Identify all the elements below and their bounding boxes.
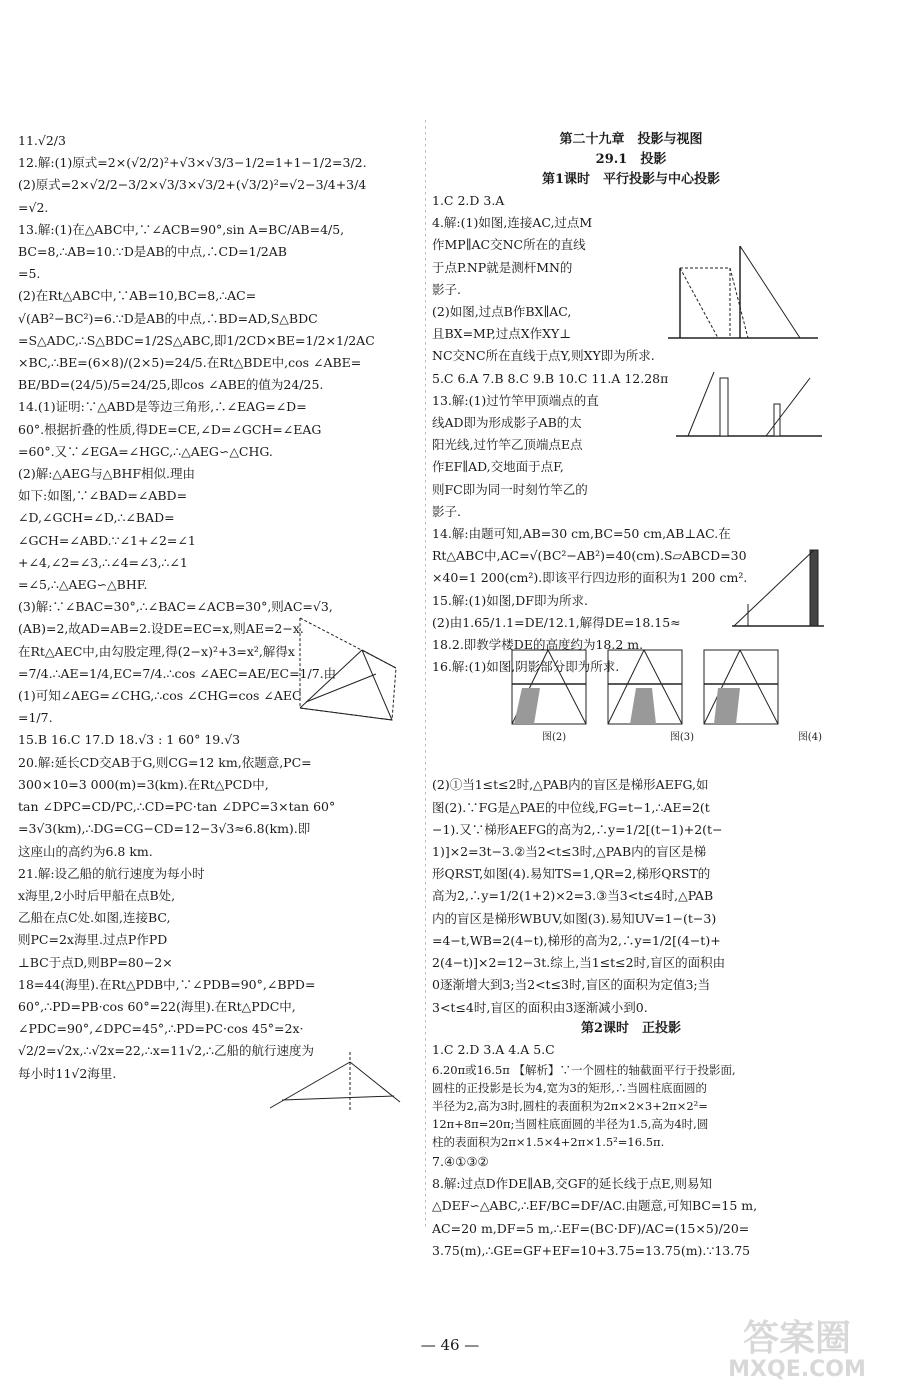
answer-line: tan ∠DPC=CD/PC,∴CD=PC·tan ∠DPC=3×tan 60°: [18, 799, 336, 815]
answer-line: 线AD即为形成影子AB的太: [432, 415, 582, 431]
answer-line: Rt△ABC中,AC=√(BC²−AB²)=40(cm).S▱ABCD=30: [432, 548, 747, 564]
answer-line: 阳光线,过竹竿乙顶端点E点: [432, 437, 583, 453]
measuring-pole-shadow-figure: [662, 238, 822, 346]
building-shadow-figure: [730, 546, 826, 638]
answer-line: ∠D,∠GCH=∠D,∴∠BAD=: [18, 510, 175, 526]
answer-line: (2)由1.65/1.1=DE/12.1,解得DE=18.15≈: [432, 614, 681, 630]
answer-line: √(AB²−BC²)=6.∵D是AB的中点,∴BD=AD,S△BDC: [18, 310, 318, 326]
answer-line: 于点P.NP就是测杆MN的: [432, 259, 573, 275]
answer-line: 15.解:(1)如图,DF即为所求.: [432, 592, 588, 608]
answer-line: 内的盲区是梯形WBUV,如图(3).易知UV=1−(t−3): [432, 910, 717, 926]
answer-line: (2)①当1≤t≤2时,△PAB内的盲区是梯形AEFG,如: [432, 777, 709, 793]
answer-line: (2)在Rt△ABC中,∵AB=10,BC=8,∴AC=: [18, 288, 257, 304]
folded-triangle-figure: [292, 612, 404, 724]
answer-line: 在Rt△AEC中,由勾股定理,得(2−x)²+3=x²,解得x: [18, 643, 295, 659]
lesson2-explanation: [432, 1061, 830, 1151]
answer-line: 4.解:(1)如图,连接AC,过点M: [432, 215, 593, 231]
answer-line: =7/4.∴AE=1/4,EC=7/4.∴cos ∠AEC=AE/EC=1/7.由: [18, 665, 337, 681]
figure-caption-2: 图(2): [542, 732, 567, 743]
answer-line: 3<t≤4时,盲区的面积由3逐渐减小到0.: [432, 999, 648, 1015]
answer-line: 1)]×2=3t−3.②当2<t≤3时,△PAB内的盲区是梯: [432, 844, 707, 860]
answer-line: ∠PDC=90°,∠DPC=45°,∴PD=PC·cos 45°=2x·: [18, 1021, 304, 1037]
svg-text:MXQE.COM: MXQE.COM: [728, 1357, 866, 1382]
answer-line: 且BX=MP,过点X作XY⊥: [432, 326, 572, 342]
answer-line: (2)如图,过点B作BX∥AC,: [432, 304, 572, 320]
answer-line: △DEF∽△ABC,∴EF/BC=DF/AC.由题意,可知BC=15 m,: [432, 1198, 758, 1214]
answer-line: 7.④①③②: [432, 1153, 489, 1169]
answer-line: (2)解:△AEG与△BHF相似.理由: [18, 466, 196, 482]
answer-line: 柱的表面积为2π×1.5×4+2π×1.5²=16.5π.: [432, 1134, 665, 1149]
answer-line: 60°,∴PD=PB·cos 60°=22(海里).在Rt△PDC中,: [18, 998, 296, 1014]
answer-line: 形QRST,如图(4).易知TS=1,QR=2,梯形QRST的: [432, 866, 711, 882]
answer-line: 则PC=2x海里.过点P作PD: [18, 932, 168, 948]
answer-line: √2/2=√2x,∴√2x=22,∴x=11√2,∴乙船的航行速度为: [18, 1043, 314, 1059]
answer-line: =3√3(km),∴DG=CG−CD=12−3√3≈6.8(km).即: [18, 821, 311, 837]
answer-line: 作EF∥AD,交地面于点F,: [432, 459, 564, 475]
answer-line: 则FC即为同一时刻竹竿乙的: [432, 481, 588, 497]
answer-line: 12π+8π=20π;当圆柱底面圆的半径为1.5,高为4时,圆: [432, 1116, 709, 1131]
answer-line: 每小时11√2海里.: [18, 1065, 117, 1081]
answer-line: BE/BD=(24/5)/5=24/25,即cos ∠ABE的值为24/25.: [18, 377, 324, 393]
answer-line: 12.解:(1)原式=2×(√2/2)²+√3×√3/3−1/2=1+1−1/2=3/2.: [18, 155, 367, 171]
answer-line: 这座山的高约为6.8 km.: [18, 843, 153, 859]
answer-line: 圆柱的正投影是长为4,宽为3的矩形,∴当圆柱底面圆的: [432, 1080, 707, 1095]
answer-line: ×40=1 200(cm²).即该平行四边形的面积为1 200 cm².: [432, 570, 748, 586]
answer-line: 15.B 16.C 17.D 18.√3 : 1 60° 19.√3: [18, 732, 241, 748]
lesson1-answers-continued: [432, 774, 830, 1018]
answer-line: 16.解:(1)如图,阴影部分即为所求.: [432, 659, 620, 675]
lesson2-answers: [432, 1039, 830, 1061]
answer-line: =1/7.: [18, 710, 53, 726]
answer-line: =60°.又∵∠EGA=∠HGC,∴△AEG∽△CHG.: [18, 443, 273, 459]
answer-line: AC=20 m,DF=5 m,∴EF=(BC·DF)/AC=(15×5)/20=: [432, 1220, 750, 1236]
answer-line: 18=44(海里).在Rt△PDB中,∵∠PDB=90°,∠BPD=: [18, 976, 316, 992]
answer-line: 300×10=3 000(m)=3(km).在Rt△PCD中,: [18, 776, 269, 792]
answer-line: −1).又∵梯形AEFG的高为2,∴y=1/2[(t−1)+2(t−: [432, 821, 723, 837]
answer-line: 11.√2/3: [18, 133, 66, 148]
answer-line: =√2.: [18, 199, 49, 215]
watermark-logo: [712, 1312, 882, 1382]
answer-line: =5.: [18, 266, 41, 282]
answer-line: =4−t,WB=2(4−t),梯形的高为2,∴y=1/2[(4−t)+: [432, 932, 721, 948]
answer-line: 5.C 6.A 7.B 8.C 9.B 10.C 11.A 12.28π: [432, 370, 669, 386]
column-divider: [425, 120, 426, 1230]
answer-line: 乙船在点C处.如图,连接BC,: [18, 910, 171, 926]
answer-line: 半径为2,高为3时,圆柱的表面积为2π×2×3+2π×2²=: [432, 1098, 708, 1113]
answer-line: +∠4,∠2=∠3,∴∠4=∠3,∴∠1: [18, 554, 188, 570]
answer-line: 影子.: [432, 503, 461, 519]
answer-line: 1.C 2.D 3.A 4.A 5.C: [432, 1041, 555, 1057]
answer-line: 1.C 2.D 3.A: [432, 193, 505, 208]
figure-caption-3: 图(3): [669, 732, 695, 743]
figure-caption-4: 图(4): [797, 732, 822, 743]
answer-line: =S△ADC,∴S△BDC=1/2S△ABC,即1/2CD×BE=1/2×1/2AC: [18, 332, 375, 348]
answer-line: 如下:如图,∵∠BAD=∠ABD=: [18, 488, 188, 504]
answer-line: 18.2.即教学楼DE的高度约为18.2 m.: [432, 637, 644, 653]
answer-line: 8.解:过点D作DE∥AB,交GF的延长线于点E,则易知: [432, 1176, 713, 1192]
left-column: [18, 130, 418, 1085]
chapter-title: 第二十九章 投影与视图: [559, 132, 703, 147]
answer-line: 60°.根据折叠的性质,得DE=CE,∠D=∠GCH=∠EAG: [18, 421, 322, 437]
answer-line: (AB)=2,故AD=AB=2.设DE=EC=x,则AE=2−x.: [18, 621, 304, 637]
ship-navigation-figure: [262, 1050, 412, 1116]
blind-area-figures: [510, 644, 786, 738]
answer-line: 2(4−t)]×2=12−3t.综上,当1≤t≤2时,盲区的面积由: [432, 955, 726, 971]
answer-line: 0逐渐增大到3;当2<t≤3时,盲区的面积为定值3;当: [432, 977, 711, 993]
answer-line: 21.解:设乙船的航行速度为每小时: [18, 865, 205, 881]
answer-line: 高为2,∴y=1/2(1+2)×2=3.③当3<t≤4时,△PAB: [432, 888, 714, 904]
figure-captions: [542, 728, 822, 743]
answer-line: 图(2).∵FG是△PAE的中位线,FG=t−1,∴AE=2(t: [432, 799, 710, 815]
page-number: — 46 —: [420, 1336, 480, 1354]
answer-line: =∠5,∴△AEG∽△BHF.: [18, 577, 148, 593]
svg-text:答案圈: 答案圈: [742, 1318, 852, 1359]
answer-line: (3)解:∵∠BAC=30°,∴∠BAC=∠ACB=30°,则AC=√3,: [18, 599, 333, 615]
answer-line: 14.解:由题可知,AB=30 cm,BC=50 cm,AB⊥AC.在: [432, 526, 731, 542]
answer-line: BC=8,∴AB=10.∵D是AB的中点,∴CD=1/2AB: [18, 244, 287, 260]
bamboo-pole-figure: [674, 368, 824, 450]
lesson2-answers-continued: [432, 1151, 830, 1262]
answer-line: ×BC,∴BE=(6×8)/(2×5)=24/5.在Rt△BDE中,cos ∠ABE=: [18, 355, 362, 371]
answer-line: 3.75(m),∴GE=GF+EF=10+3.75=13.75(m).∵13.75: [432, 1242, 751, 1258]
answer-line: (1)可知∠AEG=∠CHG,∴cos ∠CHG=cos ∠AEC: [18, 688, 302, 704]
answer-line: ⊥BC于点D,则BP=80−2×: [18, 954, 173, 970]
answer-line: (2)原式=2×√2/2−3/2×√3/3×√3/2+(√3/2)²=√2−3/4+3/4: [18, 177, 367, 193]
answer-line: NC交NC所在直线于点Y,则XY即为所求.: [432, 348, 655, 364]
section-title: 29.1 投影: [595, 152, 667, 167]
answer-line: 20.解:延长CD交AB于G,则CG=12 km,依题意,PC=: [18, 754, 312, 770]
answer-line: 作MP∥AC交NC所在的直线: [432, 237, 586, 253]
answer-line: 6.20π或16.5π 【解析】∵一个圆柱的轴截面平行于投影面,: [432, 1062, 736, 1077]
answer-line: 影子.: [432, 281, 461, 297]
answer-line: 14.(1)证明:∵△ABD是等边三角形,∴∠EAG=∠D=: [18, 399, 307, 415]
lesson1-title: 第1课时 平行投影与中心投影: [541, 172, 721, 187]
answer-line: ∠GCH=∠ABD.∵∠1+∠2=∠1: [18, 532, 196, 548]
answer-line: 13.解:(1)过竹竿甲顶端点的直: [432, 392, 599, 408]
answer-line: 13.解:(1)在△ABC中,∵∠ACB=90°,sin A=BC/AB=4/5,: [18, 221, 345, 237]
lesson2-title: 第2课时 正投影: [580, 1020, 682, 1036]
answer-line: x海里,2小时后甲船在点B处,: [18, 887, 176, 903]
